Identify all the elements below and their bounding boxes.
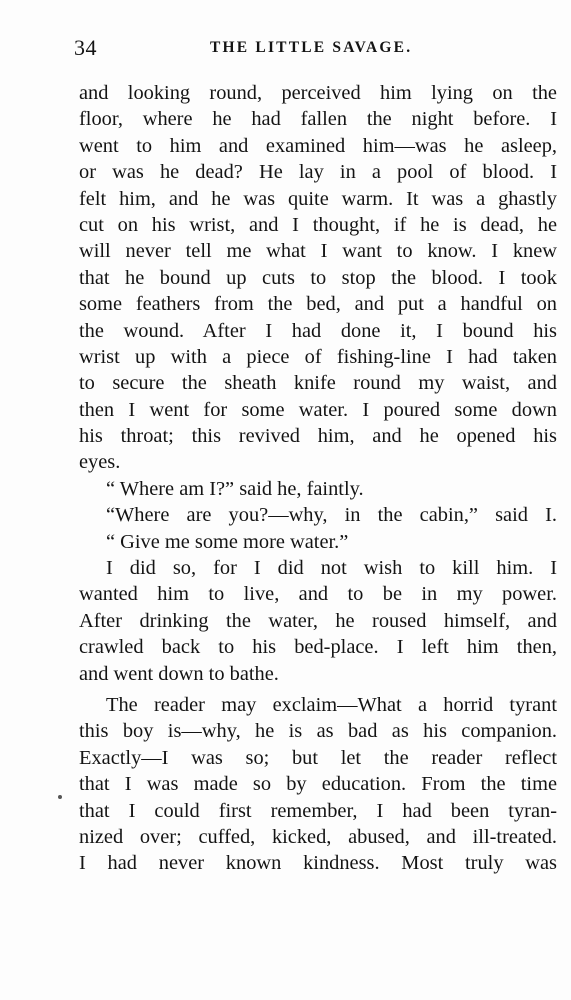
text-line: After drinking the water, he roused himself, and [79, 609, 557, 632]
text-line: Exactly—I was so; but let the reader reflect [79, 746, 557, 769]
text-line: or was he dead? He lay in a pool of blood. I [79, 161, 557, 184]
text-line: wrist up with a piece of fishing-line I had taken [79, 345, 557, 368]
text-line: eyes. [79, 451, 121, 474]
dialogue-line: “ Where am I?” said he, faintly. [106, 477, 364, 500]
text-line: some feathers from the bed, and put a handful on [79, 293, 557, 316]
text-line: I had never known kindness. Most truly was [79, 852, 557, 875]
running-head: THE LITTLE SAVAGE. [210, 39, 413, 56]
text-line: this boy is—why, he is as bad as his companion. [79, 720, 557, 743]
text-line: the wound. After I had done it, I bound his [79, 319, 557, 342]
ink-speck [58, 795, 62, 799]
text-line: to secure the sheath knife round my waist, and [79, 372, 557, 395]
paragraph-first-line: I did so, for I did not wish to kill him. I [106, 557, 557, 580]
text-line: felt him, and he was quite warm. It was a ghastly [79, 187, 557, 210]
text-line: that I was made so by education. From the time [79, 773, 557, 796]
paragraph-first-line: The reader may exclaim—What a horrid tyrant [106, 693, 557, 716]
body-text [79, 80, 557, 877]
text-line: that I could first remember, I had been tyran- [79, 799, 557, 822]
text-line: that he bound up cuts to stop the blood. I took [79, 266, 557, 289]
text-line: then I went for some water. I poured some down [79, 398, 557, 421]
text-line: went to him and examined him—was he asleep, [79, 134, 557, 157]
text-line: nized over; cuffed, kicked, abused, and ill-treated. [79, 825, 557, 848]
text-line: his throat; this revived him, and he opened his [79, 425, 557, 448]
page-header [74, 35, 558, 65]
dialogue-line: “Where are you?—why, in the cabin,” said I. [106, 504, 557, 527]
dialogue-line: “ Give me some more water.” [106, 530, 349, 553]
text-line: floor, where he had fallen the night before. I [79, 108, 557, 131]
page-number: 34 [74, 35, 97, 60]
text-line: and looking round, perceived him lying on the [79, 82, 557, 104]
text-line: wanted him to live, and to be in my power. [79, 583, 557, 606]
text-line: and went down to bathe. [79, 662, 279, 685]
text-line: cut on his wrist, and I thought, if he is dead, he [79, 213, 557, 236]
text-line: will never tell me what I want to know. I knew [79, 240, 557, 263]
text-line: crawled back to his bed-place. I left him then, [79, 636, 557, 659]
